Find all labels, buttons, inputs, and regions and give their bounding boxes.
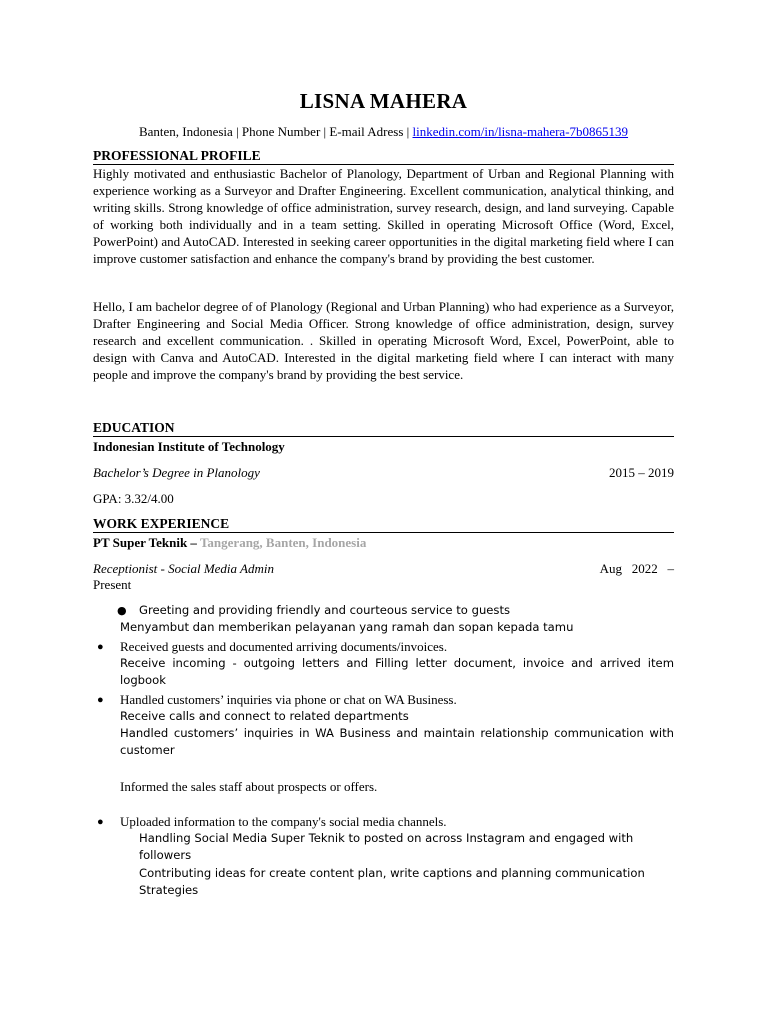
bullet-text: Uploaded information to the company's social media channels. xyxy=(120,813,447,829)
bullet-subtext: Menyambut dan memberikan pelayanan yang ramah dan sopan kepada tamu xyxy=(120,620,574,635)
bullet-subtext: Handled customers’ inquiries in WA Business and maintain relationship communication with customer xyxy=(120,726,674,758)
list-item xyxy=(93,602,674,619)
bullet-subtext: Contributing ideas for create content plan, write captions and planning communication Strategies xyxy=(139,865,645,898)
education-gpa: GPA: 3.32/4.00 xyxy=(93,490,174,506)
bullet-subtext: Handling Social Media Super Teknik to posted on across Instagram and engaged with followers xyxy=(139,830,634,863)
bullet-text: Handled customers’ inquiries via phone or chat on WA Business. xyxy=(120,691,457,707)
profile-paragraph-1: Highly motivated and enthusiastic Bachelor of Planology, Department of Urban and Regional Planning with experience working as a Surveyor and Drafter Engineering. Excellent communication, analytical thinking, and writing skills. Strong knowledge of office administration, survey research, design, and land surveying. Capable of working both individually and in a team setting. Skilled in operating Microsoft Office (Word, Excel, PowerPoint) and AutoCAD. Interested in seeking career opportunities in the digital marketing field where I can improve customer satisfaction and enhance the company's brand by providing the best customer. xyxy=(93,166,674,266)
education-degree-row xyxy=(93,465,674,481)
contact-text: Banten, Indonesia | Phone Number | E-mail Adress | xyxy=(138,124,413,139)
education-degree: Bachelor’s Degree in Planology xyxy=(93,464,260,480)
work-heading: WORK EXPERIENCE xyxy=(93,516,674,533)
work-period-start: Aug 2022 – xyxy=(599,560,674,576)
work-location: Tangerang, Banten, Indonesia xyxy=(199,534,367,550)
education-years: 2015 – 2019 xyxy=(609,464,674,480)
profile-heading: PROFESSIONAL PROFILE xyxy=(93,148,674,165)
bullet-subtext: Receive incoming - outgoing letters and Filling letter document, invoice and arrived item logbook xyxy=(120,655,674,688)
informed-text: Informed the sales staff about prospects or offers. xyxy=(120,778,378,794)
bullet-subtext: Receive calls and connect to related departments xyxy=(120,708,409,723)
work-company: PT Super Teknik – xyxy=(93,534,200,550)
work-period-end: Present xyxy=(93,576,132,592)
resume-name: LISNA MAHERA xyxy=(299,89,468,113)
list-item xyxy=(93,814,674,830)
bullet-dot: ● xyxy=(97,693,104,706)
list-item xyxy=(93,639,674,655)
bullet-dot: ● xyxy=(97,815,104,828)
contact-line xyxy=(93,124,674,140)
bullet-text: Greeting and providing friendly and courteous service to guests xyxy=(139,602,511,617)
work-company-line xyxy=(93,535,674,551)
list-item xyxy=(93,692,674,708)
education-heading: EDUCATION xyxy=(93,420,674,437)
bullet-text: Received guests and documented arriving documents/invoices. xyxy=(120,638,448,654)
education-institution: Indonesian Institute of Technology xyxy=(93,438,285,454)
work-role-row xyxy=(93,561,674,577)
linkedin-link[interactable]: linkedin.com/in/lisna-mahera-7b0865139 xyxy=(412,124,629,139)
bullet-dot: ● xyxy=(117,603,127,617)
bullet-dot: ● xyxy=(97,640,104,653)
work-role: Receptionist - Social Media Admin xyxy=(93,560,274,576)
resume-page xyxy=(93,88,674,899)
profile-paragraph-2: Hello, I am bachelor degree of of Planology (Regional and Urban Planning) who had experience as a Surveyor, Drafter Engineering and Social Media Officer. Strong knowledge of office administration, design, survey research and excellent communication. . Skilled in operating Microsoft Word, Excel, PowerPoint, able to design with Canva and AutoCAD. Interested in the digital marketing field where I can interact with many people and improve the company's brand by providing the best service. xyxy=(93,299,674,383)
